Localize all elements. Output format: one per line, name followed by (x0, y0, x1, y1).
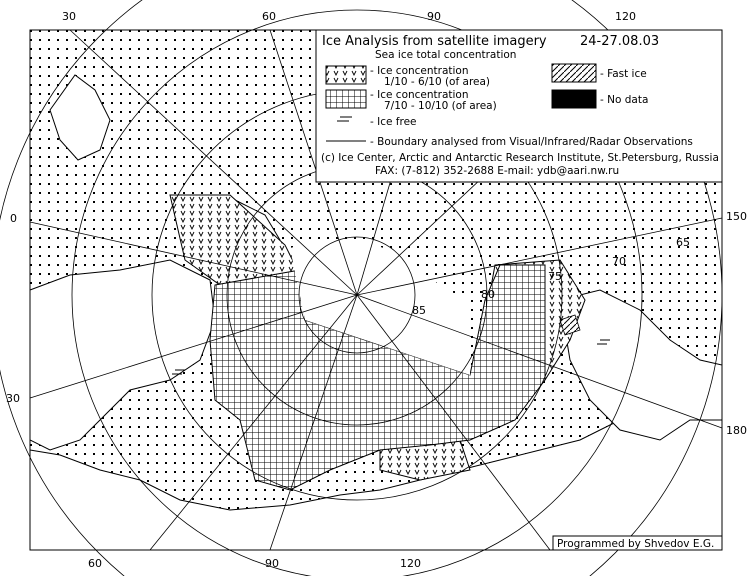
legend-high-concentration-range: 7/10 - 10/10 (of area) (384, 100, 497, 112)
right-label: 180 (726, 424, 747, 437)
legend-title: Ice Analysis from satellite imagery (322, 34, 547, 49)
footer-credit: Programmed by Shvedov E.G. (557, 538, 715, 550)
latitude-label: 85 (412, 304, 426, 317)
top-lon-label: 60 (262, 10, 276, 23)
legend-credits-line1: (c) Ice Center, Arctic and Antarctic Research Institute, St.Petersburg, Russia (321, 152, 719, 164)
top-lon-label: 120 (615, 10, 636, 23)
latitude-label: 80 (481, 288, 495, 301)
legend-subtitle: Sea ice total concentration (375, 49, 517, 61)
right-label: 150 (726, 210, 747, 223)
legend-credits-line2: FAX: (7-812) 352-2688 E-mail: ydb@aari.nw.ru (375, 165, 620, 177)
bottom-lon-label: 60 (88, 557, 102, 570)
latitude-label: 65 (676, 236, 690, 249)
top-lon-label: 30 (62, 10, 76, 23)
left-label: 30 (6, 392, 20, 405)
legend-low-concentration-range: 1/10 - 6/10 (of area) (384, 76, 491, 88)
legend-box (316, 30, 722, 182)
legend-no-data-swatch (552, 90, 596, 108)
legend-boundary-label: - Boundary analysed from Visual/Infrared/Radar Observations (370, 136, 693, 148)
bottom-lon-label: 120 (400, 557, 421, 570)
legend-fast-ice-label: - Fast ice (600, 68, 647, 80)
top-lon-label: 90 (427, 10, 441, 23)
bottom-lon-label: 90 (265, 557, 279, 570)
legend-date: 24-27.08.03 (580, 34, 660, 49)
legend-low-concentration-label: - Ice concentration (370, 65, 469, 77)
legend-no-data-label: - No data (600, 94, 649, 106)
left-label: 0 (10, 212, 17, 225)
latitude-label: 70 (612, 255, 626, 268)
legend-ice-free-label: - Ice free (370, 116, 417, 128)
legend-fast-ice-swatch (552, 64, 596, 82)
latitude-label: 75 (548, 270, 562, 283)
legend-low-concentration-swatch (326, 66, 366, 84)
legend-high-concentration-label: - Ice concentration (370, 89, 469, 101)
legend-high-concentration-swatch (326, 90, 366, 108)
